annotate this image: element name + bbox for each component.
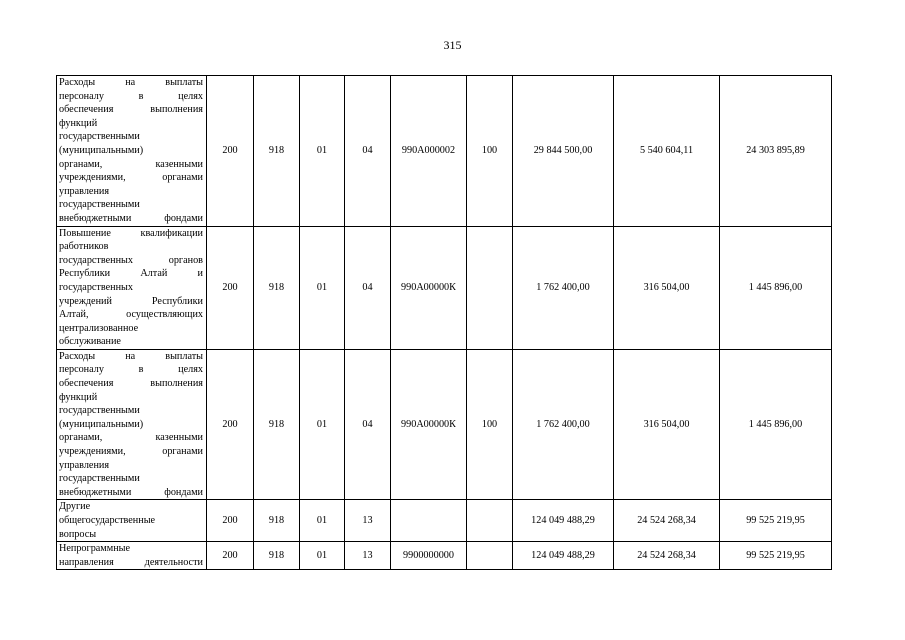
expense-type-cell xyxy=(467,500,513,542)
amount-remaining-cell: 24 303 895,89 xyxy=(720,76,832,227)
amount-executed-cell: 24 524 268,34 xyxy=(614,542,720,570)
description-line: (муниципальными) xyxy=(59,144,144,156)
amount-approved-cell: 1 762 400,00 xyxy=(513,226,614,349)
description-line: направления деятельности xyxy=(59,556,203,568)
section-cell: 01 xyxy=(300,349,345,500)
amount-approved-cell: 124 049 488,29 xyxy=(513,542,614,570)
table-body xyxy=(57,76,832,570)
code-b-cell: 918 xyxy=(254,500,300,542)
description-line: функций xyxy=(59,391,98,403)
section-cell: 01 xyxy=(300,500,345,542)
description-line: обеспечения выполнения xyxy=(59,378,203,390)
table-row xyxy=(57,349,832,500)
target-article-cell xyxy=(391,500,467,542)
code-b-cell: 918 xyxy=(254,542,300,570)
code-b-cell: 918 xyxy=(254,349,300,500)
description-line: централизованное xyxy=(59,322,139,334)
description-line: персоналу в целях xyxy=(59,364,203,376)
description-line: государственных xyxy=(59,281,133,293)
description-line: Повышение квалификации xyxy=(59,227,203,239)
section-cell: 01 xyxy=(300,76,345,227)
amount-remaining-cell: 1 445 896,00 xyxy=(720,226,832,349)
code-a-cell: 200 xyxy=(207,226,254,349)
description-line: государственными xyxy=(59,199,140,211)
description-line: Другие xyxy=(59,501,91,513)
description-line: органами, казенными xyxy=(59,432,203,444)
expense-type-cell: 100 xyxy=(467,76,513,227)
description-line: Расходы на выплаты xyxy=(59,77,203,88)
description-line: управления xyxy=(59,185,110,197)
subsection-cell: 13 xyxy=(345,500,391,542)
description-line: государственными xyxy=(59,405,140,417)
description-cell xyxy=(57,542,207,570)
amount-remaining-cell: 99 525 219,95 xyxy=(720,542,832,570)
description-line: общегосударственные xyxy=(59,515,156,526)
target-article-cell: 990А00000К xyxy=(391,349,467,500)
description-line: управления xyxy=(59,459,110,471)
amount-approved-cell: 124 049 488,29 xyxy=(513,500,614,542)
amount-approved-cell: 1 762 400,00 xyxy=(513,349,614,500)
description-line: государственных органов xyxy=(59,254,203,266)
description-line: внебюджетными фондами xyxy=(59,212,203,224)
description-line: обслуживание xyxy=(59,336,121,348)
table-row xyxy=(57,226,832,349)
page-number: 315 xyxy=(443,38,462,52)
description-cell xyxy=(57,349,207,500)
description-cell xyxy=(57,226,207,349)
table-row xyxy=(57,500,832,542)
table-row xyxy=(57,76,832,227)
description-line: Республики Алтай и xyxy=(59,268,203,280)
description-line: учреждениями, органами xyxy=(59,446,203,458)
description-cell xyxy=(57,500,207,542)
subsection-cell: 04 xyxy=(345,349,391,500)
amount-executed-cell: 5 540 604,11 xyxy=(614,76,720,227)
amount-executed-cell: 316 504,00 xyxy=(614,349,720,500)
description-line: функций xyxy=(59,117,98,129)
description-line: Непрограммные xyxy=(59,543,131,555)
code-b-cell: 918 xyxy=(254,76,300,227)
description-line: государственными xyxy=(59,131,140,143)
target-article-cell: 9900000000 xyxy=(391,542,467,570)
amount-remaining-cell: 99 525 219,95 xyxy=(720,500,832,542)
description-line: учреждений Республики xyxy=(59,295,203,307)
amount-executed-cell: 316 504,00 xyxy=(614,226,720,349)
description-line: работников xyxy=(59,241,109,253)
description-cell xyxy=(57,76,207,227)
budget-table xyxy=(56,75,832,570)
section-cell: 01 xyxy=(300,226,345,349)
description-line: органами, казенными xyxy=(59,158,203,170)
code-a-cell: 200 xyxy=(207,76,254,227)
code-b-cell: 918 xyxy=(254,226,300,349)
expense-type-cell xyxy=(467,226,513,349)
subsection-cell: 04 xyxy=(345,226,391,349)
code-a-cell: 200 xyxy=(207,349,254,500)
description-line: персоналу в целях xyxy=(59,90,203,102)
target-article-cell: 990А00000К xyxy=(391,226,467,349)
subsection-cell: 13 xyxy=(345,542,391,570)
description-line: Алтай, осуществляющих xyxy=(59,309,203,321)
description-line: государственными xyxy=(59,473,140,485)
description-line: учреждениями, органами xyxy=(59,172,203,184)
description-line: вопросы xyxy=(59,528,97,540)
subsection-cell: 04 xyxy=(345,76,391,227)
target-article-cell: 990А000002 xyxy=(391,76,467,227)
amount-executed-cell: 24 524 268,34 xyxy=(614,500,720,542)
section-cell: 01 xyxy=(300,542,345,570)
table-row xyxy=(57,542,832,570)
description-line: (муниципальными) xyxy=(59,418,144,430)
code-a-cell: 200 xyxy=(207,500,254,542)
code-a-cell: 200 xyxy=(207,542,254,570)
description-line: внебюджетными фондами xyxy=(59,486,203,498)
amount-approved-cell: 29 844 500,00 xyxy=(513,76,614,227)
expense-type-cell: 100 xyxy=(467,349,513,500)
description-line: Расходы на выплаты xyxy=(59,350,203,362)
expense-type-cell xyxy=(467,542,513,570)
amount-remaining-cell: 1 445 896,00 xyxy=(720,349,832,500)
description-line: обеспечения выполнения xyxy=(59,104,203,116)
